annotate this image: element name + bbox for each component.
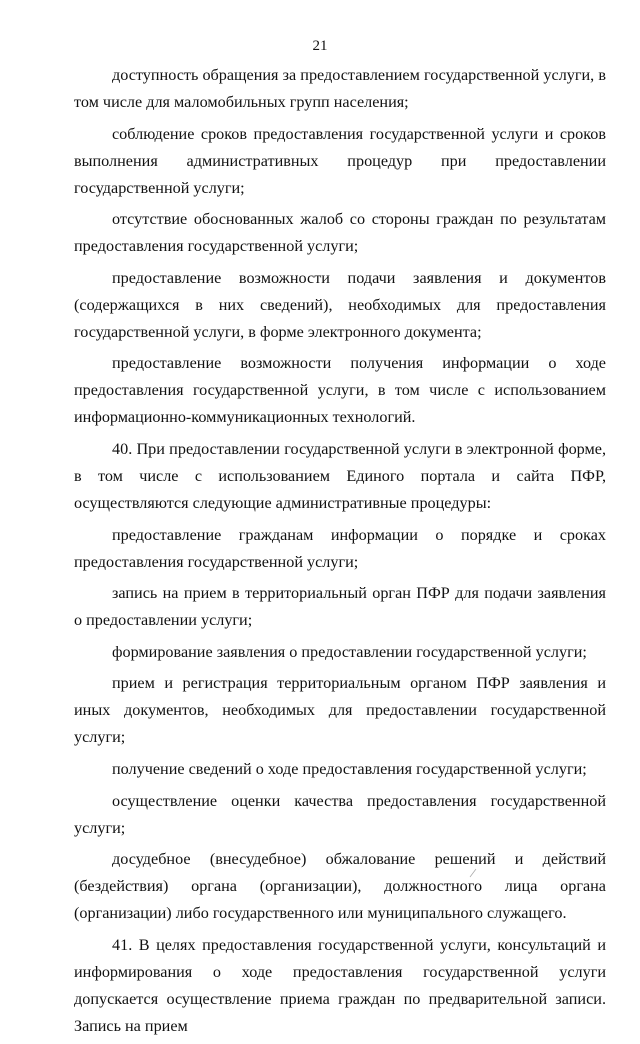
paragraph-complaints: отсутствие обоснованных жалоб со стороны граждан по результатам предоставления государственной услуги; — [74, 210, 606, 256]
paragraph-status-info: получение сведений о ходе предоставления государственной услуги; — [112, 759, 587, 778]
paragraph-deadlines: соблюдение сроков предоставления государственной услуги и сроков выполнения административных процедур при предоставлении государственной услуги; — [74, 124, 606, 197]
scan-mark — [468, 868, 478, 878]
page-number: 21 — [312, 38, 328, 54]
paragraph-electronic-submission: предоставление возможности подачи заявления и документов (содержащихся в них сведений), необходимых для предоставления государственной услуги, в форме электронного документа; — [74, 268, 606, 341]
paragraph-appointment: запись на прием в территориальный орган ПФР для подачи заявления о предоставлении услуги; — [74, 584, 606, 630]
paragraph-section-40: 40. При предоставлении государственной услуги в электронной форме, в том числе с использованием Единого портала и сайта ПФР, осуществляются следующие административные процедуры: — [74, 439, 606, 512]
paragraph-section-41: 41. В целях предоставления государственной услуги, консультаций и информирования о ходе предоставления государственной услуги допускается осуществление приема граждан по предварительной записи. Запись на прием — [74, 935, 606, 1035]
paragraph-accessibility: доступность обращения за предоставлением государственной услуги, в том числе для маломобильных групп населения; — [74, 66, 606, 111]
paragraph-progress-info: предоставление возможности получения информации о ходе предоставления государственной услуги, в том числе с использованием информационно-коммуникационных технологий. — [74, 354, 606, 427]
paragraph-appeal: досудебное (внесудебное) обжалование решений и действий (бездействия) органа (организации), должностного лица органа (организации) либо государственного или муниципального служащего. — [74, 850, 606, 923]
document-body — [74, 62, 606, 1044]
paragraph-info-provision: предоставление гражданам информации о порядке и сроках предоставления государственной услуги; — [74, 525, 606, 571]
paragraph-registration: прием и регистрация территориальным органом ПФР заявления и иных документов, необходимых для предоставлении государственной услуги; — [74, 674, 606, 747]
paragraph-quality-assessment: осуществление оценки качества предоставления государственной услуги; — [74, 791, 606, 837]
paragraph-application-forming: формирование заявления о предоставлении государственной услуги; — [112, 642, 587, 661]
